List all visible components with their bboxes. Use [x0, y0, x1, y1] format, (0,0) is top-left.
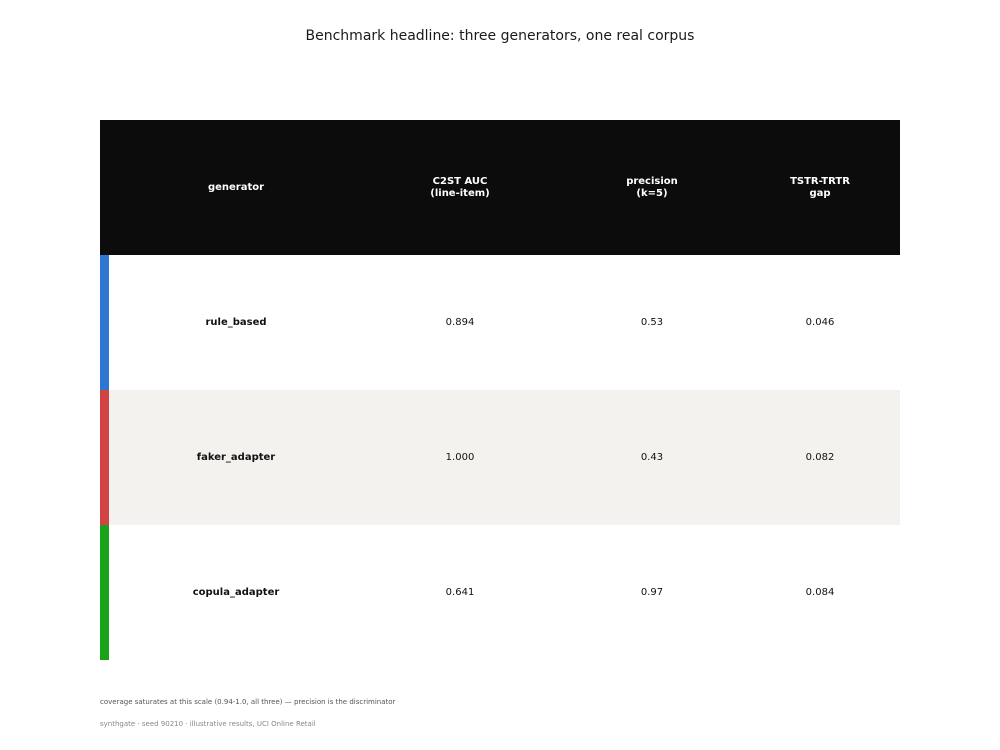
table-row — [100, 255, 900, 390]
coverage-footnote: coverage saturates at this scale (0.94-1.0, all three) — precision is the discriminator — [100, 698, 396, 706]
tstr-trtr-gap-value: 0.082 — [805, 451, 835, 463]
header-tstr-trtr-gap: TSTR-TRTR gap — [790, 175, 850, 199]
page-title: Benchmark headline: three generators, one real corpus — [305, 28, 695, 44]
header-precision: precision (k=5) — [626, 175, 678, 199]
header-c2st-auc: C2ST AUC (line-item) — [430, 175, 490, 199]
c2st-auc-value: 1.000 — [445, 451, 475, 463]
source-footnote: synthgate · seed 90210 · illustrative results, UCI Online Retail — [100, 720, 316, 728]
c2st-auc-value: 0.641 — [445, 586, 475, 598]
precision-value: 0.53 — [640, 316, 664, 328]
precision-value: 0.43 — [640, 451, 664, 463]
generator-name: rule_based — [205, 316, 267, 328]
tstr-trtr-gap-value: 0.046 — [805, 316, 835, 328]
generator-name: faker_adapter — [196, 451, 276, 463]
table-row — [100, 390, 900, 525]
table-header — [100, 120, 900, 255]
generator-name: copula_adapter — [192, 586, 280, 598]
c2st-auc-value: 0.894 — [445, 316, 475, 328]
precision-value: 0.97 — [640, 586, 664, 598]
header-generator: generator — [207, 181, 265, 193]
tstr-trtr-gap-value: 0.084 — [805, 586, 835, 598]
results-table — [100, 120, 900, 660]
table-row — [100, 525, 900, 660]
